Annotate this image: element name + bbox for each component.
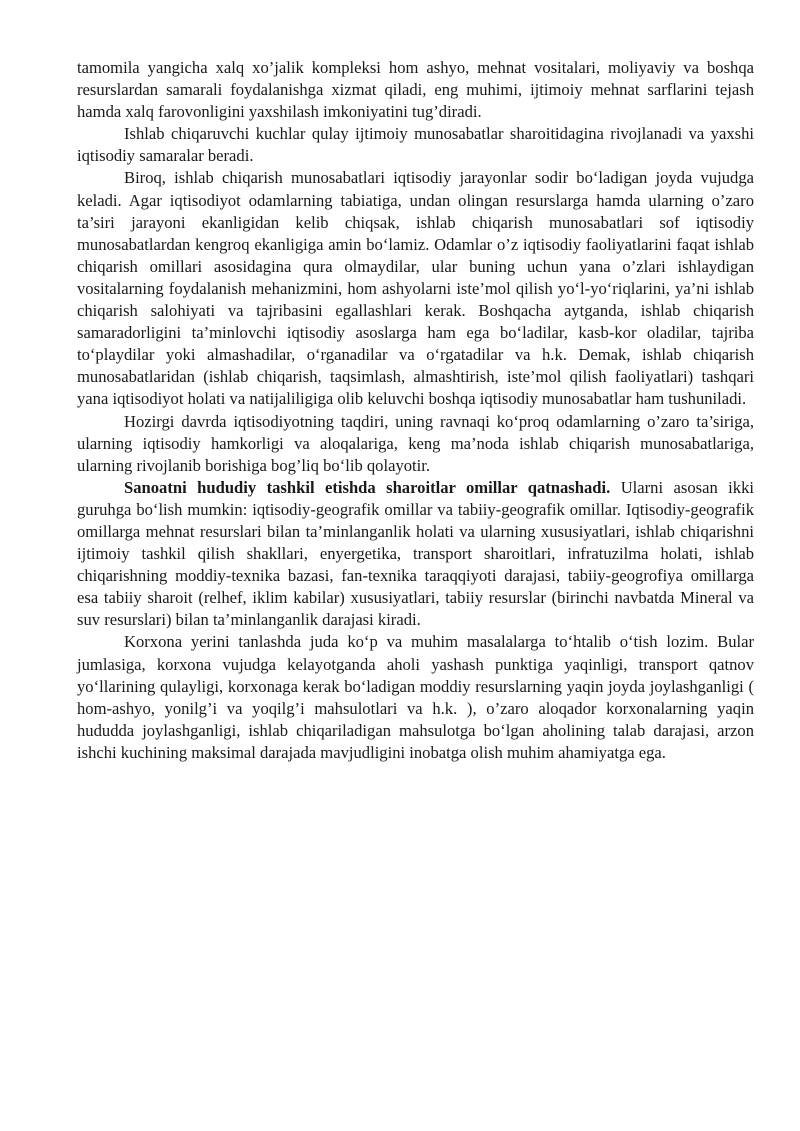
paragraph-enterprise-location — [77, 631, 754, 764]
paragraph-territorial-organization — [77, 477, 754, 632]
paragraph-text: Hozirgi davrda iqtisodiyotning taqdiri, uning ravnaqi ko‘proq odamlarning o’zaro ta’siriga, ularning iqtisodiy hamkorligi va aloqalariga, keng ma’noda ishlab chiqarish munosabatlariga, ularning rivojlanib borishiga bog’liq bo‘lib qolayotir. — [77, 411, 754, 475]
paragraph-text: Korxona yerini tanlashda juda ko‘p va muhim masalalarga to‘htalib o‘tish lozim. Bular jumlasiga, korxona vujudga kelayotganda aholi yashash punktiga yaqinligi, transport qatnov yo‘llarining qulayligi, korxonaga kerak bo‘ladigan moddiy resurslarning yaqin joyda joylashganligi ( hom-ashyo, yonilg’i va yoqilg’i mahsulotlari va h.k. ), o’zaro aloqador korxonalarning yaqin hududda joylashganligi, ishlab chiqariladigan mahsulotga bo‘lgan aholining talab darajasi, arzon ishchi kuchining maksimal darajada mavjudligini inobatga olish muhim ahamiyatga ega. — [77, 632, 754, 762]
paragraph-text: Biroq, ishlab chiqarish munosabatlari iqtisodiy jarayonlar sodir bo‘ladigan joyda vujudga keladi. Agar iqtisodiyot odamlarning tabiatiga, undan olingan resurslarga hamda ularning o’zaro ta’siri jarayoni ekanligidan kelib chiqsak, ishlab chiqarish munosabatlari sof iqtisodiy munosabatlardan kengroq ekanligiga amin bo‘lamiz. Odamlar o’z iqtisodiy faoliyatlarini faqat ishlab chiqarish omillari asosidagina qura olmaydilar, ular buning uchun yana o’zlari ishlaydigan vositalarning foydalanish mehanizmini, hom ashyolarni iste’mol qilish yo‘l-yo‘riqlarini, ya’ni ishlab chiqarish salohiyati va tajribasini egallashlari kerak. Boshqacha aytganda, ishlab chiqarish samaradorligini ta’minlovchi iqtisodiy asoslarga ham ega bo‘ladilar, kasb-kor oladilar, tajriba to‘playdilar yoki almashadilar, o‘rganadilar va o‘rgatadilar va h.k. Demak, ishlab chiqarish munosabatlaridan (ishlab chiqarish, taqsimlash, almashtirish, iste’mol qilish faoliyatlari) tashqari yana iqtisodiyot holati va natijaliligiga olib keluvchi boshqa iqtisodiy munosabatlar ham tushuniladi. — [77, 168, 754, 409]
paragraph-bold-heading: Sanoatni hududiy tashkil etishda sharoitlar omillar qatnashadi. — [124, 477, 611, 497]
paragraph-text: tamomila yangicha xalq xo’jalik kompleksi hom ashyo, mehnat vositalari, moliyaviy va boshqa resurslardan samarali foydalanishga xizmat qiladi, eng muhimi, ijtimoiy mehnat sarflarini tejash hamda xalq farovonligini yaxshilash imkoniyatini tug’diradi. — [77, 58, 754, 122]
paragraph-text: Ishlab chiqaruvchi kuchlar qulay ijtimoiy munosabatlar sharoitidagina rivojlanadi va yaxshi iqtisodiy samaralar beradi. — [77, 124, 754, 166]
paragraph-economy-fate — [77, 411, 754, 477]
paragraph-productive-forces — [77, 123, 754, 167]
paragraph-continuation — [77, 57, 754, 123]
paragraph-production-relations — [77, 167, 754, 410]
document-page — [77, 57, 754, 764]
paragraph-text: Ularni asosan ikki guruhga bo‘lish mumkin: iqtisodiy-geografik omillar va tabiiy-geografik omillar. Iqtisodiy-geografik omillarga mehnat resurslari bilan ta’minlanganlik holati va ularning xususiyatlari, ishlab chiqarishni ijtimoiy tashkil qilish shakllari, enyergetika, transport sharoitlari, infratuzilma holati, ishlab chiqarishning moddiy-texnika bazasi, fan-texnika taraqqiyoti darajasi, tabiiy-geogrofiya omillarga esa tabiiy sharoit (relhef, iklim kabilar) xususiyatlari, tabiiy resurslar (birinchi navbatda Mineral va suv resurslari) bilan ta’minlanganlik darajasi kiradi. — [77, 477, 754, 630]
